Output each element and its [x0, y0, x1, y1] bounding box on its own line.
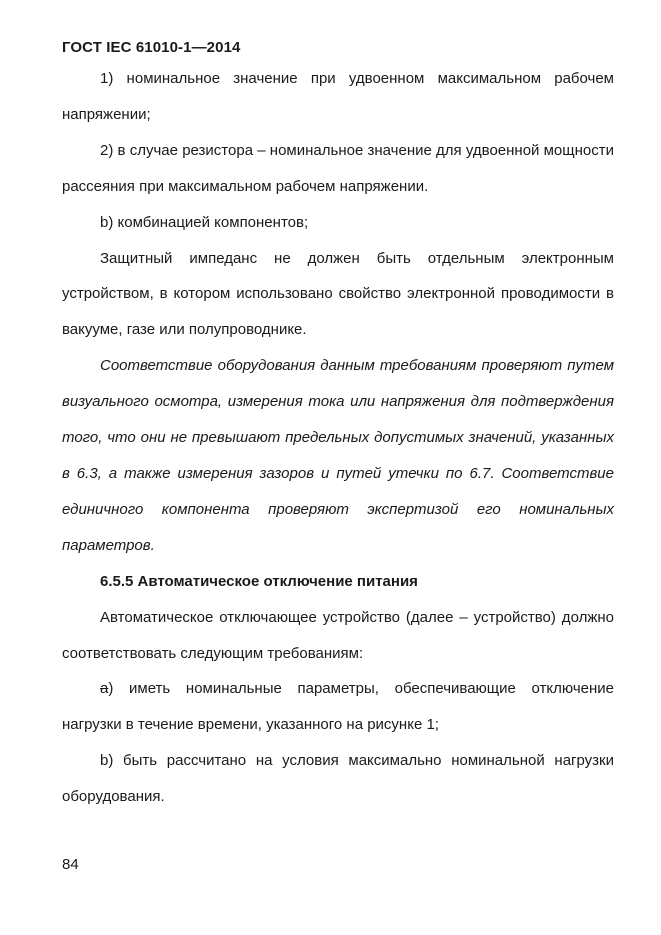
- body-text: [62, 61, 614, 815]
- list-marker-a-struck: а: [100, 680, 109, 698]
- document-header: ГОСТ IEC 61010-1—2014: [62, 39, 241, 56]
- list-item-b: b) быть рассчитано на условия максимально номинальной нагрузки оборудования.: [62, 752, 614, 806]
- paragraph-automatic-disconnect-device: Автоматическое отключающее устройство (далее – устройство) должно соответствовать следующим требованиям:: [62, 608, 614, 662]
- section-heading: 6.5.5 Автоматическое отключение питания: [100, 572, 418, 590]
- paragraph-component-combination: b) комбинацией компонентов;: [100, 213, 309, 231]
- paragraph-compliance-check: Соответствие оборудования данным требованиям проверяют путем визуального осмотра, измерения тока или напряжения для подтверждения того, что они не превышают предельных допустимых значений, указанных в 6.3, а также измерения зазоров и путей утечки по 6.7. Соответствие единичного компонента проверяют экспертизой его номинальных параметров.: [62, 357, 614, 554]
- paragraph-rated-value-voltage: 1) номинальное значение при удвоенном максимальном рабочем напряжении;: [62, 70, 614, 123]
- list-item-a-text: ) иметь номинальные параметры, обеспечивающие отключение нагрузки в течение времени, указанного на рисунке 1;: [62, 680, 614, 734]
- paragraph-resistor-power: 2) в случае резистора – номинальное значение для удвоенной мощности рассеяния при максимальном рабочем напряжении.: [62, 141, 614, 195]
- paragraph-protective-impedance: Защитный импеданс не должен быть отдельным электронным устройством, в котором использовано свойство электронной проводимости в вакууме, газе или полупроводнике.: [62, 249, 614, 339]
- page-number: 84: [62, 856, 79, 873]
- list-item-a: [62, 671, 614, 743]
